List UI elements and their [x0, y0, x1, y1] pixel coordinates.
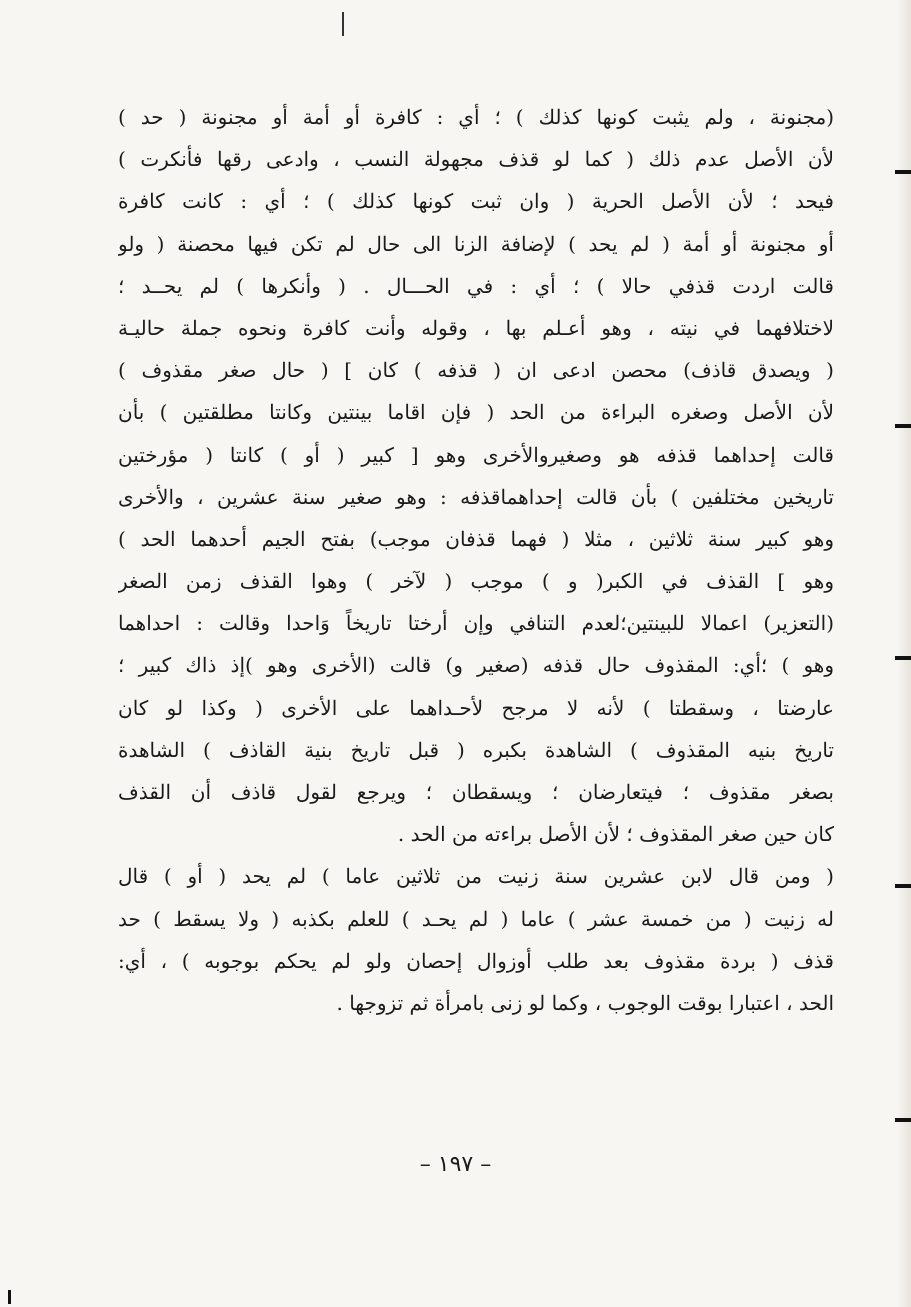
text-line: قذف ( بردة مقذوف بعد طلب أوزوال إحصان ولو لم يحكم بوجوبه ) ، أي: [118, 948, 834, 973]
scan-edge [897, 0, 911, 1307]
margin-tick [895, 656, 911, 660]
text-line: له زنيت ( من خمسة عشر ) عاما ( لم يحـد ) للعلم بكذبه ( ولا يسقط ) حد [118, 906, 834, 931]
margin-tick [895, 884, 911, 888]
page-number: – ١٩٧ – [419, 1152, 492, 1177]
text-line: عارضتا ، وسقطتا ) لأنه لا مرجح لأحـداهما على الأخرى ( وكذا لو كان [118, 695, 834, 720]
margin-tick [895, 1118, 911, 1122]
text-line: أو مجنونة أو أمة ( لم يحد ) لإضافة الزنا الى حال لم تكن فيها محصنة ( ولو [118, 231, 834, 256]
text-line: بصغر مقذوف ؛ فيتعارضان ؛ ويسقطان ؛ ويرجع لقول قاذف أن القذف [118, 780, 834, 804]
text-line: قالت اردت قذفي حالا ) ؛ أي : في الحـــال . ( وأنكرها ) لم يحــد ؛ [118, 273, 834, 298]
text-line: كان حين صغر المقذوف ؛ لأن الأصل براءته من الحد . [397, 822, 834, 847]
margin-tick [895, 170, 911, 174]
text-line: ( ويصدق قاذف) محصن ادعى ان ( قذفه ) كان ] ( حال صغر مقذوف ) [118, 358, 834, 383]
text-line: لاختلافهما في نيته ، وهو أعـلم بها ، وقوله وأنت كافرة ونحوه جملة حاليـة [118, 315, 834, 340]
text-line: الحد ، اعتبارا بوقت الوجوب ، وكما لو زنى بامرأة ثم تزوجها . [336, 990, 834, 1015]
text-line: لأن الأصل عدم ذلك ( كما لو قذف مجهولة النسب ، وادعى رقها فأنكرت ) [118, 147, 834, 172]
scan-mark-corner [8, 1290, 11, 1304]
margin-tick [895, 424, 911, 428]
text-line: وهو ] القذف في الكبر( و ) موجب ( لآخر ) وهوا القذف زمن الصغر [118, 569, 834, 594]
scan-mark-top [342, 12, 344, 36]
text-line: ( ومن قال لابن عشرين سنة زنيت من ثلاثين عاما ) لم يحد ( أو ) قال [118, 864, 834, 889]
text-line: قالت إحداهما قذفه هو وصغيروالأخرى وهو [ كبير ( أو ) كانتا ( مؤرختين [118, 442, 834, 467]
body-text [118, 96, 834, 1024]
text-line: وهو كبير سنة ثلاثين ، مثلا ( فهما قذفان موجب) بفتح الجيم أحدهما الحد ) [118, 526, 834, 551]
text-line: (التعزير) اعمالا للبينتين؛لعدم التنافي وإن أرختا تاريخاً وَاحدا وقالت : احداهما [118, 611, 834, 636]
text-line: فيحد ؛ لأن الأصل الحرية ( وان ثبت كونها كذلك ) ؛ أي : كانت كافرة [118, 189, 834, 214]
text-line: وهو ) ؛أي: المقذوف حال قذفه (صغير و) قالت (الأخرى وهو )إذ ذاك كبير ؛ [118, 653, 834, 678]
text-line: تاريخ بنيه المقذوف ) الشاهدة بكبره ( قبل تاريخ بنية القاذف ) الشاهدة [118, 737, 834, 762]
text-line: (مجنونة ، ولم يثبت كونها كذلك ) ؛ أي : كافرة أو أمة أو مجنونة ( حد ) [118, 105, 834, 129]
text-line: تاريخين مختلفين ) بأن قالت إحداهماقذفه : وهو صغير سنة عشرين ، والأخرى [118, 484, 834, 509]
text-line: لأن الأصل وصغره البراءة من الحد ( فإن اقاما بينتين وكانتا مطلقتين ) بأن [118, 400, 834, 425]
